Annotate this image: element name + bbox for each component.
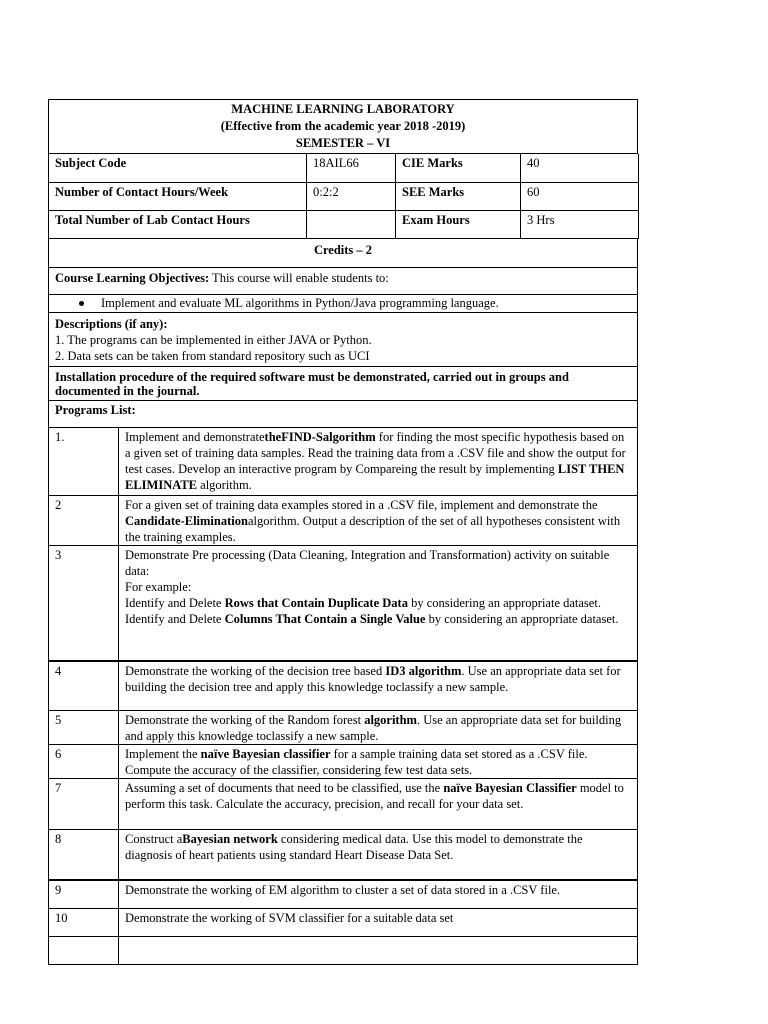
info-value: 18AIL66	[307, 154, 396, 182]
program-number: 9	[49, 880, 119, 909]
program-description: Construct aBayesian network considering medical data. Use this model to demonstrate the diagnosis of heart patients using standard Heart Disease Data Set.	[119, 830, 638, 880]
info-value: 3 Hrs	[521, 210, 639, 238]
program-description: Demonstrate the working of the Random forest algorithm. Use an appropriate data set for building and apply this knowledge toclassify a new sample.	[119, 711, 638, 745]
programs-table	[48, 428, 638, 966]
objectives-text: This course will enable students to:	[209, 270, 389, 285]
course-details	[48, 239, 638, 428]
syllabus-box	[48, 99, 638, 154]
program-number: 8	[49, 830, 119, 880]
program-number: 3	[49, 546, 119, 661]
installation-note	[49, 367, 637, 401]
description-line: 1. The programs can be implemented in either JAVA or Python.	[55, 332, 372, 347]
empty-cell	[49, 937, 119, 965]
program-number: 4	[49, 661, 119, 711]
table-row	[49, 496, 638, 546]
program-description: Assuming a set of documents that need to be classified, use the naïve Bayesian Classifier model to perform this task. Calculate the accuracy, precision, and recall for your data set.	[119, 779, 638, 830]
descriptions-label: Descriptions (if any):	[55, 316, 168, 331]
descriptions-row	[49, 313, 637, 367]
info-label: SEE Marks	[402, 184, 465, 199]
info-label: Total Number of Lab Contact Hours	[55, 212, 250, 227]
info-value	[307, 210, 396, 238]
program-description: Implement and demonstratetheFIND-Salgorithm for finding the most specific hypothesis based on a given set of training data samples. Read the training data from a .CSV file and show the output for test cases. Develop an interactive program by Compareing the result by implementing LIST THEN ELIMINATE algorithm.	[119, 428, 638, 496]
objectives-row	[49, 268, 637, 295]
document-header	[49, 100, 637, 154]
subject-info-table	[48, 154, 639, 239]
table-row	[49, 779, 638, 830]
syllabus-document	[48, 99, 638, 965]
program-number: 6	[49, 745, 119, 779]
program-number: 5	[49, 711, 119, 745]
info-label: CIE Marks	[402, 156, 463, 170]
info-label: Number of Contact Hours/Week	[55, 184, 229, 199]
objective-text: Implement and evaluate ML algorithms in Python/Java programming language.	[101, 295, 499, 310]
table-row	[49, 210, 639, 238]
table-row	[49, 937, 638, 965]
table-row	[49, 661, 638, 711]
table-row	[49, 880, 638, 909]
program-description: Implement the naïve Bayesian classifier for a sample training data set stored as a .CSV file. Compute the accuracy of the classifier, considering few test data sets.	[119, 745, 638, 779]
program-number: 2	[49, 496, 119, 546]
table-row	[49, 182, 639, 210]
credits-label: Credits – 2	[49, 239, 637, 268]
program-description: Demonstrate the working of EM algorithm to cluster a set of data stored in a .CSV file.	[119, 880, 638, 909]
info-value: 0:2:2	[307, 182, 396, 210]
table-row	[49, 154, 639, 182]
academic-year: (Effective from the academic year 2018 -2019)	[220, 119, 466, 133]
installation-text: Installation procedure of the required software must be demonstrated, carried out in groups and documented in the journal.	[55, 369, 569, 398]
program-description: Demonstrate Pre processing (Data Cleaning, Integration and Transformation) activity on suitable data: For example: Identify and Delete Rows that Contain Duplicate Data by considering an appropriate dataset. Identify and Delete Columns That Contain a Single Value by considering an appropriate dataset.	[119, 546, 638, 661]
empty-cell	[119, 937, 638, 965]
table-row	[49, 909, 638, 937]
info-value: 60	[521, 182, 639, 210]
description-line: 2. Data sets can be taken from standard repository such as UCI	[55, 348, 370, 363]
program-number: 7	[49, 779, 119, 830]
info-label: Exam Hours	[402, 212, 470, 227]
info-label: Subject Code	[55, 156, 127, 170]
table-row	[49, 745, 638, 779]
table-row	[49, 711, 638, 745]
info-value: 40	[521, 154, 639, 182]
program-description: Demonstrate the working of the decision tree based ID3 algorithm. Use an appropriate data set for building the decision tree and apply this knowledge toclassify a new sample.	[119, 661, 638, 711]
lab-title: MACHINE LEARNING LABORATORY	[231, 102, 455, 116]
programs-list-label: Programs List:	[49, 401, 637, 428]
program-description: Demonstrate the working of SVM classifier for a suitable data set	[119, 909, 638, 937]
table-row	[49, 428, 638, 496]
objective-bullet	[49, 295, 637, 313]
program-number: 10	[49, 909, 119, 937]
program-number: 1.	[49, 428, 119, 496]
semester-label: SEMESTER – VI	[295, 136, 391, 150]
objectives-label: Course Learning Objectives:	[55, 270, 210, 285]
table-row	[49, 546, 638, 661]
program-description: For a given set of training data examples stored in a .CSV file, implement and demonstrate the Candidate-Eliminationalgorithm. Output a description of the set of all hypotheses consistent with the training examples.	[119, 496, 638, 546]
bullet-icon	[79, 301, 84, 306]
table-row	[49, 830, 638, 880]
